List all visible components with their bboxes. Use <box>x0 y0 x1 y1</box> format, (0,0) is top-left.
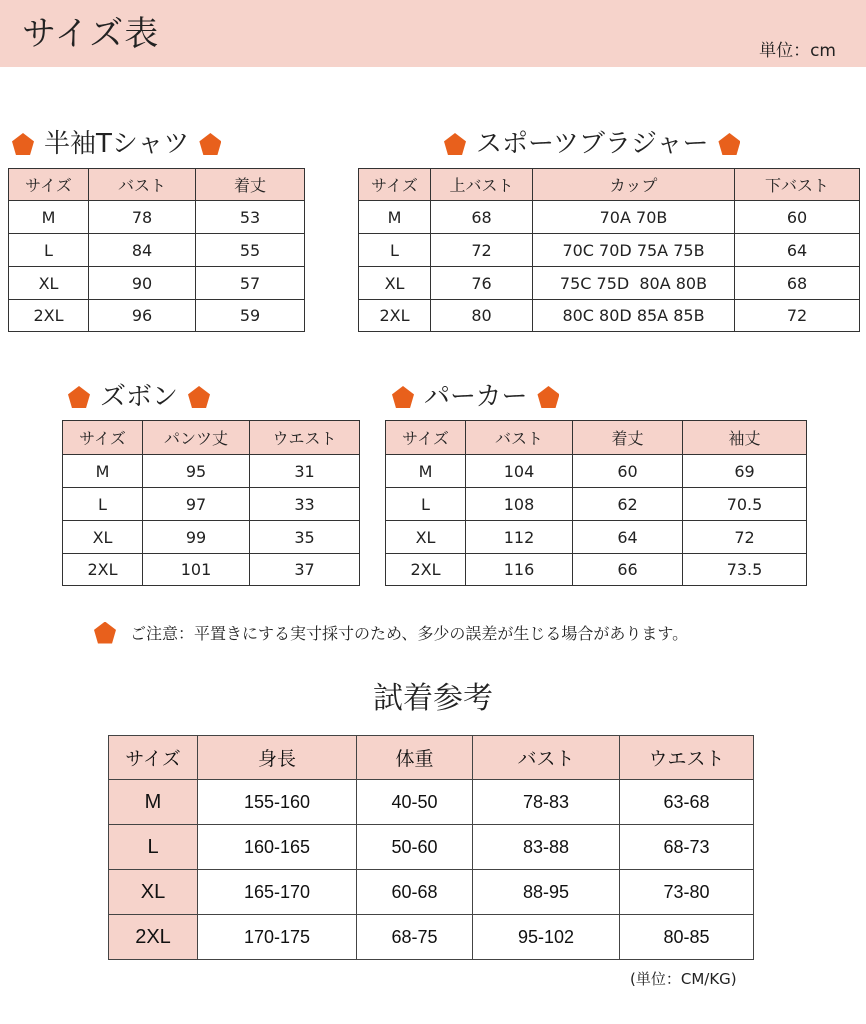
table-cell: 75C 75D 80A 80B <box>533 267 735 300</box>
table-cell: 68 <box>431 201 533 234</box>
table-cell: M <box>109 780 198 825</box>
table-row <box>386 554 807 586</box>
page-title: サイズ表 <box>22 14 160 54</box>
table-row <box>9 267 305 300</box>
table-header-row <box>9 169 305 201</box>
table-cell: 78-83 <box>473 780 620 825</box>
column-header: ウエスト <box>250 421 360 455</box>
table-row <box>359 267 860 300</box>
column-header: 体重 <box>357 736 473 780</box>
orange-pentagon-icon <box>444 133 466 155</box>
table-cell: 2XL <box>386 554 466 586</box>
table-cell: 97 <box>143 488 250 521</box>
bra-title: スポーツブラジャー <box>476 129 709 159</box>
table-cell: 59 <box>196 300 305 332</box>
table-cell: 68-75 <box>357 915 473 960</box>
table-cell: 72 <box>735 300 860 332</box>
table-cell: 80-85 <box>620 915 754 960</box>
table-cell: 70C 70D 75A 75B <box>533 234 735 267</box>
table-cell: 80 <box>431 300 533 332</box>
table-cell: 112 <box>466 521 573 554</box>
table-row <box>109 825 754 870</box>
column-header: 着丈 <box>196 169 305 201</box>
column-header: サイズ <box>9 169 89 201</box>
tshirt-table <box>8 168 305 332</box>
table-cell: 160-165 <box>198 825 357 870</box>
bra-table <box>358 168 860 332</box>
table-cell: 70.5 <box>683 488 807 521</box>
table-cell: 33 <box>250 488 360 521</box>
table-cell: 72 <box>683 521 807 554</box>
table-cell: 95 <box>143 455 250 488</box>
table-cell: 99 <box>143 521 250 554</box>
table-header-row <box>63 421 360 455</box>
table-cell: 155-160 <box>198 780 357 825</box>
table-row <box>9 201 305 234</box>
orange-pentagon-icon <box>12 133 34 155</box>
table-cell: 68 <box>735 267 860 300</box>
orange-pentagon-icon <box>188 386 210 408</box>
table-cell: 84 <box>89 234 196 267</box>
table-cell: 96 <box>89 300 196 332</box>
table-row <box>109 780 754 825</box>
pants-title: ズボン <box>100 382 179 412</box>
orange-pentagon-icon <box>94 622 116 644</box>
table-cell: 104 <box>466 455 573 488</box>
table-cell: 73.5 <box>683 554 807 586</box>
table-cell: L <box>109 825 198 870</box>
column-header: 下バスト <box>735 169 860 201</box>
table-cell: 55 <box>196 234 305 267</box>
table-cell: XL <box>386 521 466 554</box>
table-cell: 68-73 <box>620 825 754 870</box>
column-header: サイズ <box>386 421 466 455</box>
table-cell: 76 <box>431 267 533 300</box>
orange-pentagon-icon <box>718 133 740 155</box>
table-header-row <box>359 169 860 201</box>
pants-table <box>62 420 360 586</box>
table-cell: XL <box>109 870 198 915</box>
table-cell: 90 <box>89 267 196 300</box>
column-header: サイズ <box>359 169 431 201</box>
table-row <box>63 521 360 554</box>
orange-pentagon-icon <box>392 386 414 408</box>
table-cell: 2XL <box>359 300 431 332</box>
table-row <box>63 554 360 586</box>
table-row <box>9 300 305 332</box>
bra-heading <box>444 129 740 159</box>
table-cell: 57 <box>196 267 305 300</box>
table-cell: XL <box>359 267 431 300</box>
table-cell: 72 <box>431 234 533 267</box>
table-cell: 40-50 <box>357 780 473 825</box>
column-header: サイズ <box>109 736 198 780</box>
table-cell: 60 <box>735 201 860 234</box>
table-cell: 64 <box>573 521 683 554</box>
table-cell: L <box>9 234 89 267</box>
column-header: 身長 <box>198 736 357 780</box>
table-cell: 73-80 <box>620 870 754 915</box>
note-text: ご注意：平置きにする実寸採寸のため、多少の誤差が生じる場合があります。 <box>130 624 689 643</box>
table-row <box>386 488 807 521</box>
table-cell: 69 <box>683 455 807 488</box>
table-cell: 63-68 <box>620 780 754 825</box>
header-bar <box>0 0 866 67</box>
table-cell: 165-170 <box>198 870 357 915</box>
table-header-row <box>386 421 807 455</box>
column-header: 袖丈 <box>683 421 807 455</box>
column-header: サイズ <box>63 421 143 455</box>
column-header: 着丈 <box>573 421 683 455</box>
table-cell: M <box>359 201 431 234</box>
table-cell: 60 <box>573 455 683 488</box>
column-header: バスト <box>466 421 573 455</box>
table-cell: M <box>63 455 143 488</box>
table-cell: 95-102 <box>473 915 620 960</box>
table-row <box>63 488 360 521</box>
table-cell: 80C 80D 85A 85B <box>533 300 735 332</box>
table-cell: 62 <box>573 488 683 521</box>
hoodie-heading <box>392 382 559 412</box>
table-cell: 31 <box>250 455 360 488</box>
table-row <box>63 455 360 488</box>
table-row <box>359 300 860 332</box>
column-header: カップ <box>533 169 735 201</box>
table-cell: 50-60 <box>357 825 473 870</box>
table-cell: 78 <box>89 201 196 234</box>
table-row <box>109 915 754 960</box>
column-header: パンツ丈 <box>143 421 250 455</box>
table-cell: 53 <box>196 201 305 234</box>
table-cell: L <box>386 488 466 521</box>
table-cell: L <box>63 488 143 521</box>
hoodie-table <box>385 420 807 586</box>
trial-unit: (単位：CM/KG) <box>630 970 737 988</box>
table-cell: XL <box>9 267 89 300</box>
table-row <box>386 455 807 488</box>
orange-pentagon-icon <box>537 386 559 408</box>
table-cell: 170-175 <box>198 915 357 960</box>
table-cell: 116 <box>466 554 573 586</box>
orange-pentagon-icon <box>199 133 221 155</box>
table-row <box>9 234 305 267</box>
orange-pentagon-icon <box>68 386 90 408</box>
table-row <box>109 870 754 915</box>
table-row <box>386 521 807 554</box>
table-cell: 83-88 <box>473 825 620 870</box>
table-cell: 2XL <box>109 915 198 960</box>
table-cell: 2XL <box>63 554 143 586</box>
table-row <box>359 201 860 234</box>
table-cell: 70A 70B <box>533 201 735 234</box>
pants-heading <box>68 382 210 412</box>
table-cell: 66 <box>573 554 683 586</box>
table-cell: M <box>386 455 466 488</box>
measurement-note <box>94 621 688 644</box>
table-row <box>359 234 860 267</box>
trial-title: 試着参考 <box>373 681 493 716</box>
column-header: バスト <box>473 736 620 780</box>
table-cell: 101 <box>143 554 250 586</box>
column-header: バスト <box>89 169 196 201</box>
table-cell: 35 <box>250 521 360 554</box>
table-cell: M <box>9 201 89 234</box>
table-cell: 37 <box>250 554 360 586</box>
table-cell: 108 <box>466 488 573 521</box>
tshirt-title: 半袖Tシャツ <box>44 129 190 159</box>
table-cell: 88-95 <box>473 870 620 915</box>
table-cell: 60-68 <box>357 870 473 915</box>
table-cell: L <box>359 234 431 267</box>
column-header: 上バスト <box>431 169 533 201</box>
column-header: ウエスト <box>620 736 754 780</box>
table-cell: 2XL <box>9 300 89 332</box>
trial-table <box>108 735 754 960</box>
table-cell: XL <box>63 521 143 554</box>
hoodie-title: パーカー <box>424 382 528 412</box>
table-cell: 64 <box>735 234 860 267</box>
tshirt-heading <box>12 129 221 159</box>
header-unit: 単位：cm <box>759 41 836 61</box>
table-header-row <box>109 736 754 780</box>
